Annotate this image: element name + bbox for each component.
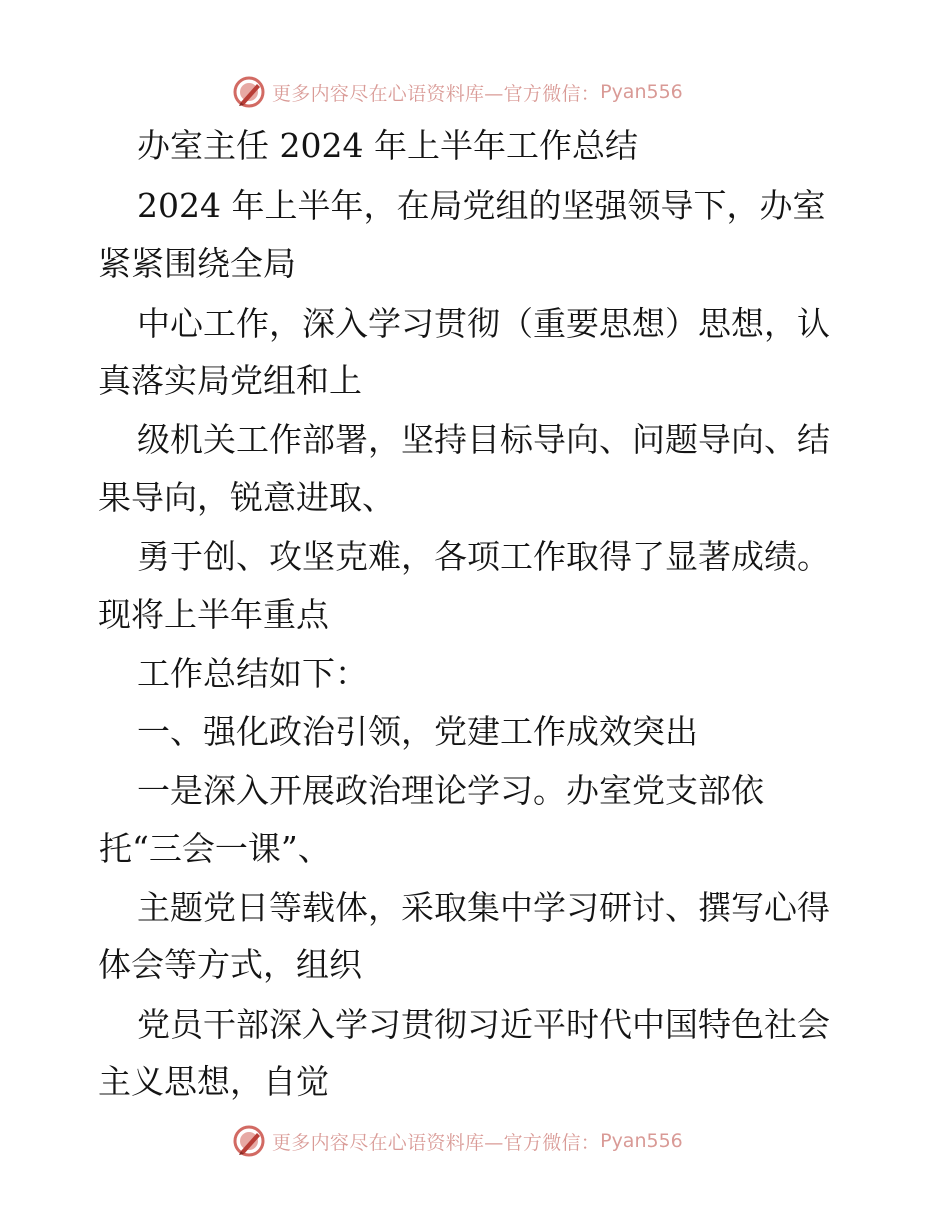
- paragraph-line: 现将上半年重点: [98, 595, 329, 634]
- paragraph-line: 中心工作，深入学习贯彻（重要思想）思想，认: [137, 304, 830, 343]
- watermark-text: 更多内容尽在心语资料库—官方微信：: [272, 82, 601, 105]
- watermark-text: 更多内容尽在心语资料库—官方微信：: [272, 1131, 601, 1154]
- watermark-banner-bottom: [0, 1121, 950, 1161]
- paragraph-line: 托“三会一课”、: [99, 829, 331, 868]
- paragraph-line: 主义思想，自觉: [98, 1062, 329, 1101]
- watermark-wechat-id: Pyan556: [600, 1130, 683, 1152]
- paragraph-line: 果导向，锐意进取、: [98, 478, 395, 517]
- document-title: 办室主任 2024 年上半年工作总结: [137, 126, 638, 165]
- paragraph-line: 紧紧围绕全局: [98, 244, 296, 283]
- paragraph-line: 勇于创、攻坚克难，各项工作取得了显著成绩。: [137, 537, 830, 576]
- paragraph-line: 党员干部深入学习贯彻习近平时代中国特色社会: [137, 1005, 830, 1044]
- paragraph-line: 级机关工作部署，坚持目标导向、问题导向、结: [137, 420, 830, 459]
- paragraph-line: 2024 年上半年，在局党组的坚强领导下，办室: [137, 186, 826, 225]
- paragraph-line: 工作总结如下：: [137, 654, 368, 693]
- paragraph-line: 真落实局党组和上: [98, 361, 362, 400]
- pen-seal-logo-icon: [232, 1124, 266, 1158]
- paragraph-line: 一是深入开展政治理论学习。办室党支部依: [137, 771, 764, 810]
- paragraph-line: 主题党日等载体，采取集中学习研讨、撰写心得: [137, 888, 830, 927]
- watermark-row: [232, 1121, 683, 1161]
- section-heading: 一、强化政治引领，党建工作成效突出: [137, 712, 698, 751]
- watermark-wechat-id: Pyan556: [600, 81, 683, 103]
- paragraph-line: 体会等方式，组织: [98, 945, 362, 984]
